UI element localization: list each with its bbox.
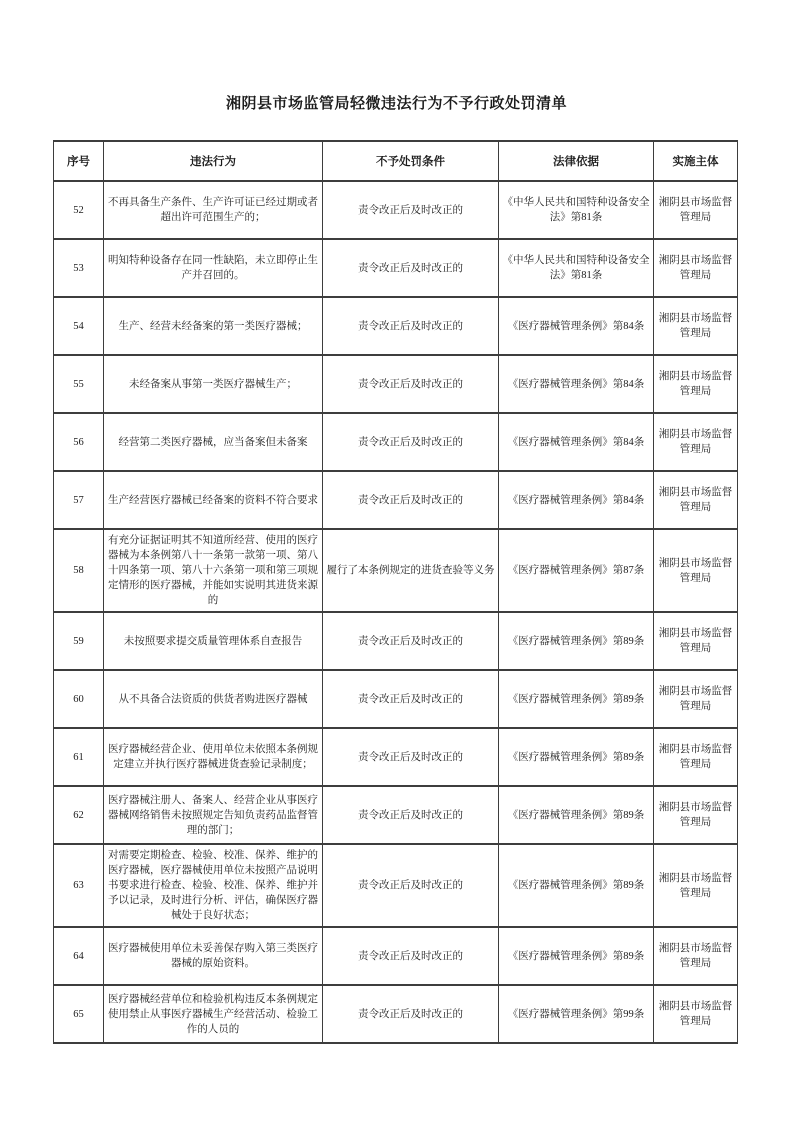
violation-cell: 明知特种设备存在同一性缺陷，未立即停止生产并召回的。 xyxy=(104,239,323,297)
row-number-cell: 58 xyxy=(54,529,104,612)
table-row xyxy=(54,413,738,471)
legal-basis-cell: 《中华人民共和国特种设备安全法》第81条 xyxy=(499,239,654,297)
row-number-cell: 52 xyxy=(54,181,104,239)
table-row xyxy=(54,297,738,355)
condition-cell: 责令改正后及时改正的 xyxy=(323,670,499,728)
table-row xyxy=(54,181,738,239)
row-number-cell: 56 xyxy=(54,413,104,471)
condition-cell: 责令改正后及时改正的 xyxy=(323,728,499,786)
table-row xyxy=(54,927,738,985)
condition-cell: 责令改正后及时改正的 xyxy=(323,844,499,927)
authority-cell: 湘阴县市场监督管理局 xyxy=(654,728,738,786)
violation-cell: 对需要定期检查、检验、校准、保养、维护的医疗器械，医疗器械使用单位未按照产品说明书要求进行检查、检验、校准、保养、维护并予以记录，及时进行分析、评估，确保医疗器械处于良好状态； xyxy=(104,844,323,927)
legal-basis-cell: 《医疗器械管理条例》第89条 xyxy=(499,670,654,728)
header-violation: 违法行为 xyxy=(104,141,323,181)
table-row xyxy=(54,239,738,297)
condition-cell: 责令改正后及时改正的 xyxy=(323,786,499,844)
authority-cell: 湘阴县市场监督管理局 xyxy=(654,612,738,670)
row-number-cell: 54 xyxy=(54,297,104,355)
row-number-cell: 65 xyxy=(54,985,104,1043)
authority-cell: 湘阴县市场监督管理局 xyxy=(654,844,738,927)
authority-cell: 湘阴县市场监督管理局 xyxy=(654,786,738,844)
row-number-cell: 63 xyxy=(54,844,104,927)
header-row xyxy=(54,141,738,181)
table-row xyxy=(54,471,738,529)
authority-cell: 湘阴县市场监督管理局 xyxy=(654,471,738,529)
header-condition: 不予处罚条件 xyxy=(323,141,499,181)
condition-cell: 责令改正后及时改正的 xyxy=(323,239,499,297)
row-number-cell: 53 xyxy=(54,239,104,297)
header-legal-basis: 法律依据 xyxy=(499,141,654,181)
violation-cell: 生产经营医疗器械已经备案的资料不符合要求 xyxy=(104,471,323,529)
condition-cell: 责令改正后及时改正的 xyxy=(323,181,499,239)
legal-basis-cell: 《医疗器械管理条例》第84条 xyxy=(499,471,654,529)
condition-cell: 责令改正后及时改正的 xyxy=(323,927,499,985)
row-number-cell: 55 xyxy=(54,355,104,413)
violation-cell: 不再具备生产条件、生产许可证已经过期或者超出许可范围生产的； xyxy=(104,181,323,239)
violation-cell: 经营第二类医疗器械，应当备案但未备案 xyxy=(104,413,323,471)
authority-cell: 湘阴县市场监督管理局 xyxy=(654,355,738,413)
legal-basis-cell: 《医疗器械管理条例》第89条 xyxy=(499,786,654,844)
table-row xyxy=(54,985,738,1043)
authority-cell: 湘阴县市场监督管理局 xyxy=(654,927,738,985)
table-row xyxy=(54,612,738,670)
condition-cell: 履行了本条例规定的进货查验等义务 xyxy=(323,529,499,612)
legal-basis-cell: 《医疗器械管理条例》第89条 xyxy=(499,728,654,786)
row-number-cell: 64 xyxy=(54,927,104,985)
condition-cell: 责令改正后及时改正的 xyxy=(323,355,499,413)
row-number-cell: 59 xyxy=(54,612,104,670)
authority-cell: 湘阴县市场监督管理局 xyxy=(654,413,738,471)
legal-basis-cell: 《医疗器械管理条例》第84条 xyxy=(499,297,654,355)
page-title: 湘阴县市场监管局轻微违法行为不予行政处罚清单 xyxy=(225,96,567,112)
table-row xyxy=(54,844,738,927)
legal-basis-cell: 《医疗器械管理条例》第87条 xyxy=(499,529,654,612)
authority-cell: 湘阴县市场监督管理局 xyxy=(654,529,738,612)
header-authority: 实施主体 xyxy=(654,141,738,181)
condition-cell: 责令改正后及时改正的 xyxy=(323,612,499,670)
authority-cell: 湘阴县市场监督管理局 xyxy=(654,670,738,728)
table-row xyxy=(54,786,738,844)
violation-cell: 医疗器械经营单位和检验机构违反本条例规定使用禁止从事医疗器械生产经营活动、检验工作的人员的 xyxy=(104,985,323,1043)
row-number-cell: 62 xyxy=(54,786,104,844)
table-row xyxy=(54,355,738,413)
violation-cell: 医疗器械经营企业、使用单位未依照本条例规定建立并执行医疗器械进货查验记录制度； xyxy=(104,728,323,786)
authority-cell: 湘阴县市场监督管理局 xyxy=(654,985,738,1043)
legal-basis-cell: 《医疗器械管理条例》第84条 xyxy=(499,355,654,413)
header-no: 序号 xyxy=(54,141,104,181)
condition-cell: 责令改正后及时改正的 xyxy=(323,413,499,471)
authority-cell: 湘阴县市场监督管理局 xyxy=(654,181,738,239)
condition-cell: 责令改正后及时改正的 xyxy=(323,297,499,355)
legal-basis-cell: 《医疗器械管理条例》第89条 xyxy=(499,927,654,985)
table-row xyxy=(54,728,738,786)
legal-basis-cell: 《中华人民共和国特种设备安全法》第81条 xyxy=(499,181,654,239)
violation-cell: 未按照要求提交质量管理体系自查报告 xyxy=(104,612,323,670)
authority-cell: 湘阴县市场监督管理局 xyxy=(654,297,738,355)
violation-cell: 有充分证据证明其不知道所经营、使用的医疗器械为本条例第八十一条第一款第一项、第八十四条第一项、第八十六条第一项和第三项规定情形的医疗器械，并能如实说明其进货来源的 xyxy=(104,529,323,612)
row-number-cell: 57 xyxy=(54,471,104,529)
legal-basis-cell: 《医疗器械管理条例》第89条 xyxy=(499,612,654,670)
legal-basis-cell: 《医疗器械管理条例》第99条 xyxy=(499,985,654,1043)
condition-cell: 责令改正后及时改正的 xyxy=(323,471,499,529)
penalty-exemption-table xyxy=(53,140,738,1044)
table-row xyxy=(54,529,738,612)
condition-cell: 责令改正后及时改正的 xyxy=(323,985,499,1043)
row-number-cell: 60 xyxy=(54,670,104,728)
authority-cell: 湘阴县市场监督管理局 xyxy=(654,239,738,297)
table-body xyxy=(54,181,738,1043)
table-header xyxy=(54,141,738,181)
violation-cell: 医疗器械注册人、备案人、经营企业从事医疗器械网络销售未按照规定告知负责药品监督管理的部门； xyxy=(104,786,323,844)
legal-basis-cell: 《医疗器械管理条例》第84条 xyxy=(499,413,654,471)
violation-cell: 医疗器械使用单位未妥善保存购入第三类医疗器械的原始资料。 xyxy=(104,927,323,985)
violation-cell: 未经备案从事第一类医疗器械生产； xyxy=(104,355,323,413)
row-number-cell: 61 xyxy=(54,728,104,786)
legal-basis-cell: 《医疗器械管理条例》第89条 xyxy=(499,844,654,927)
violation-cell: 生产、经营未经备案的第一类医疗器械； xyxy=(104,297,323,355)
violation-cell: 从不具备合法资质的供货者购进医疗器械 xyxy=(104,670,323,728)
table-row xyxy=(54,670,738,728)
